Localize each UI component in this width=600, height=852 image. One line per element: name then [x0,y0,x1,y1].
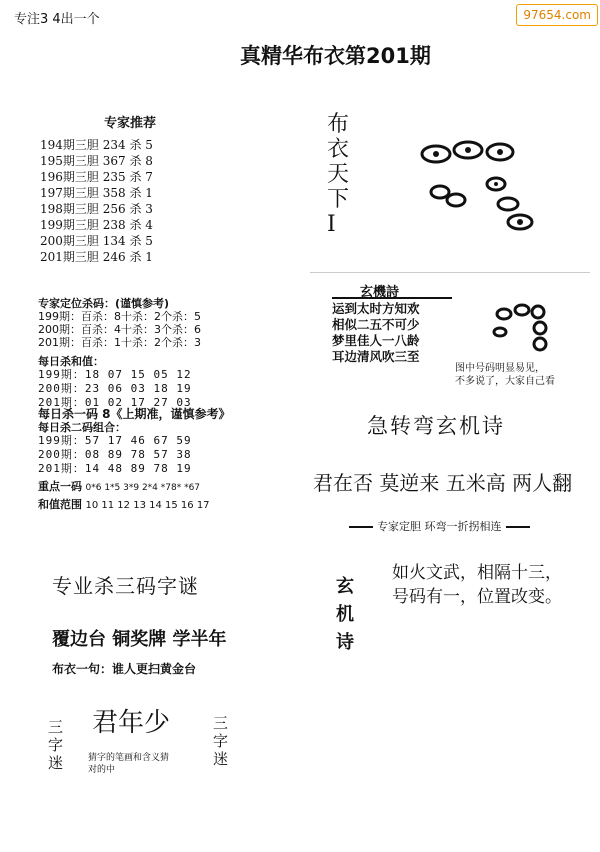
sanzi-left [48,718,63,772]
riddle-line: 如火文武，相隔十三， [392,563,562,583]
recommend-row: 195期三胆 367 杀 8 [40,154,153,168]
three-code-phrase: 覆边台 铜奖牌 学半年 [52,629,227,650]
buyi-char: 衣 [327,137,350,162]
sanzi-char: 三 [213,714,229,732]
caption-line: 图中号码明显易见， [455,363,545,374]
xuan-char: 诗 [336,632,354,653]
expert-note [345,518,534,534]
xuan-char: 机 [336,604,354,625]
coin-pattern-illustration [412,138,572,238]
recommend-row: 197期三胆 358 杀 1 [40,186,153,200]
position-kill-row: 200期：百杀：4十杀：3个杀：6 [38,323,201,336]
page-title: 真精华布衣第201期 [240,44,431,68]
riddle-hint [88,752,169,776]
key-block [38,480,210,512]
daily-two-row: 199期：57 17 46 67 59 [38,434,192,447]
sanzi-char: 字 [48,736,64,754]
recommend-row: 200期三胆 134 杀 5 [40,234,153,248]
daily-sum-block [38,355,192,410]
caption-line: 不多说了，大家自己看 [455,376,555,387]
xuan-char: 玄 [336,576,354,597]
daily-two-heading: 每日杀二码组合： [38,421,126,434]
xuanji-poem [332,297,452,365]
recommend-row: 201期三胆 246 杀 1 [40,250,153,264]
daily-two-row: 200期：08 89 78 57 38 [38,448,192,461]
poem-line: 梦里佳人一八龄 [332,333,420,348]
buyi-char: 下 [327,187,350,212]
daily-sum-heading: 每日杀和值： [38,355,104,368]
hint-line: 对的中 [88,765,116,775]
key-one-label: 重点一码 [38,480,82,493]
daily-one-heading: 每日杀一码 8《上期准，谨慎参考》 [38,407,231,421]
dash-right [506,526,530,528]
sanzi-right [213,714,228,768]
position-kill-row: 201期：百杀：1十杀：2个杀：3 [38,336,201,349]
recommend-row: 196期三胆 235 杀 7 [40,170,153,184]
hint-line: 猜字的笔画和含义猜 [88,753,170,763]
daily-sum-row: 199期：18 07 15 05 12 [38,368,192,381]
dash-left [349,526,373,528]
sanzi-char: 迷 [213,750,229,768]
coin-chain-illustration [486,290,556,360]
poem-line: 运到太时方知欢 [332,301,420,316]
riddle-text [392,561,562,609]
daily-sum-row: 201期：01 02 17 27 03 [38,396,192,409]
daily-two-row: 201期：14 48 89 78 19 [38,462,192,475]
position-kill-block [38,297,201,349]
poem-line: 耳边清风吹三至 [332,349,420,364]
recommend-row: 198期三胆 256 杀 3 [40,202,153,216]
sum-range-label: 和值范围 [38,498,82,511]
jizhuan-title: 急转弯玄机诗 [367,414,505,438]
section-divider [310,272,590,273]
daily-sum-row: 200期：23 06 03 18 19 [38,382,192,395]
buyi-line: 布衣一句：谁人更扫黄金台 [52,662,197,676]
recommend-list [40,137,153,265]
riddle-line: 号码有一，位置改变。 [392,587,562,607]
buyi-vertical-title [327,112,349,237]
buyi-char: 布 [327,112,350,137]
xuan-vertical [336,573,354,657]
xuanji-title: 玄機詩 [360,285,400,300]
site-badge[interactable]: 97654.com [516,4,598,26]
top-note: 专注3 4出一个 [14,12,100,27]
sanzi-char: 迷 [48,754,64,772]
position-kill-row: 199期：百杀：8十杀：2个杀：5 [38,310,201,323]
recommend-heading: 专家推荐 [104,116,157,131]
key-one-value: 0*6 1*5 3*9 2*4 *78* *67 [85,483,201,493]
sanzi-char: 三 [48,718,64,736]
jizhuan-line: 君在否 莫逆来 五米高 两人翻 [313,471,573,495]
expert-note-text: 专家定胆 环弯一折拐相连 [377,520,502,533]
position-kill-heading: 专家定位杀码：(谨慎参考) [38,297,170,310]
three-code-title: 专业杀三码字谜 [52,574,199,598]
poem-line: 相似二五不可少 [332,317,420,332]
riddle-answer: 君年少 [92,708,171,738]
recommend-row: 199期三胆 238 杀 4 [40,218,153,232]
image-caption [455,362,555,388]
buyi-char: 天 [327,162,350,187]
recommend-row: 194期三胆 234 杀 5 [40,138,153,152]
sum-range-value: 10 11 12 13 14 15 16 17 [85,500,210,511]
sanzi-char: 字 [213,732,229,750]
buyi-char: I [327,212,336,237]
daily-one-block [38,408,231,476]
